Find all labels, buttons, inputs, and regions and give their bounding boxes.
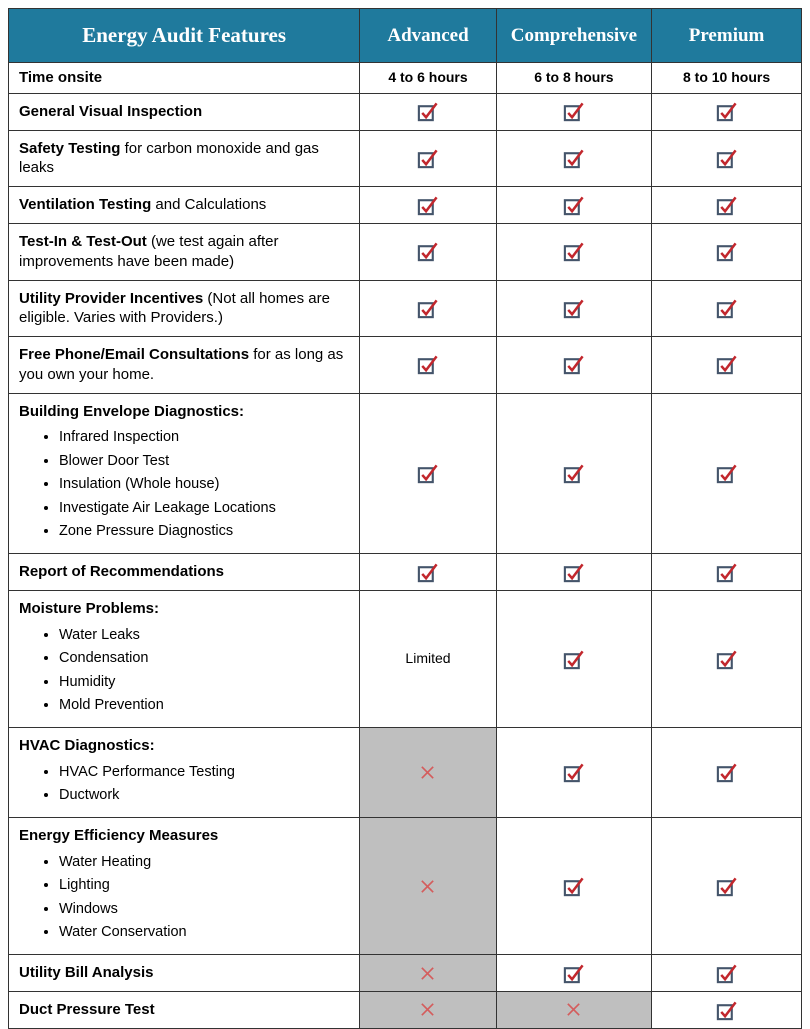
feature-cell-time-onsite: [9, 63, 360, 94]
table-row-utility-bill-analysis: [9, 955, 802, 992]
table-row-building-envelope-diagnostics: [9, 393, 802, 554]
feature-label-bold: Utility Bill Analysis: [19, 964, 154, 982]
table-row-test-in-test-out: [9, 223, 802, 280]
bullet-item: • Ductwork: [59, 784, 349, 808]
checked-checkbox-icon: [416, 462, 439, 485]
feature-bullet-list: [19, 760, 349, 807]
feature-label-bold: HVAC Diagnostics:: [19, 737, 155, 755]
header-plan-advanced: Advanced: [360, 9, 496, 63]
table-row-duct-pressure-test: [9, 992, 802, 1029]
bullet-item: • Mold Prevention: [59, 694, 349, 718]
checked-checkbox-icon: [562, 962, 585, 985]
table-row-energy-efficiency-measures: [9, 818, 802, 955]
table-row-safety-testing: [9, 130, 802, 187]
plan-cell-comprehensive-moisture-problems: [496, 591, 651, 728]
feature-label-rest: for as long as you own your home.: [19, 346, 344, 383]
feature-label-bold: Duct Pressure Test: [19, 1001, 155, 1019]
bullet-item: • Infrared Inspection: [59, 426, 349, 450]
plan-cell-comprehensive-energy-efficiency-measures: [496, 818, 651, 955]
checked-checkbox-icon: [715, 100, 738, 123]
feature-cell-report-of-recommendations: [9, 554, 360, 591]
table-row-general-visual-inspection: [9, 93, 802, 130]
checked-checkbox-icon: [715, 462, 738, 485]
feature-label-bold: Report of Recommendations: [19, 563, 225, 581]
table-row-hvac-diagnostics: [9, 728, 802, 818]
feature-label-bold: Ventilation Testing: [19, 196, 152, 214]
feature-bullet-list: [19, 426, 349, 544]
table-row-time-onsite: [9, 63, 802, 94]
plan-cell-comprehensive-building-envelope-diagnostics: [496, 393, 651, 554]
checked-checkbox-icon: [416, 100, 439, 123]
checked-checkbox-icon: [562, 194, 585, 217]
checked-checkbox-icon: [715, 875, 738, 898]
checked-checkbox-icon: [715, 561, 738, 584]
checked-checkbox-icon: [715, 999, 738, 1022]
table-row-ventilation-testing: [9, 187, 802, 224]
bullet-item: • Insulation (Whole house): [59, 473, 349, 497]
checked-checkbox-icon: [416, 194, 439, 217]
energy-audit-comparison-table: [8, 8, 802, 1029]
checked-checkbox-icon: [562, 353, 585, 376]
bullet-item: • Condensation: [59, 647, 349, 671]
plan-cell-comprehensive-ventilation-testing: [496, 187, 651, 224]
x-mark-icon: [419, 965, 436, 982]
plan-cell-comprehensive-duct-pressure-test: [496, 992, 651, 1029]
feature-cell-utility-provider-incentives: [9, 280, 360, 337]
feature-label-bold: Utility Provider Incentives: [19, 289, 204, 307]
feature-cell-duct-pressure-test: [9, 992, 360, 1029]
cell-text: 4 to 6 hours: [388, 68, 468, 85]
table-row-moisture-problems: [9, 591, 802, 728]
feature-label-bold: Test-In & Test-Out: [19, 232, 147, 250]
feature-label-bold: Energy Efficiency Measures: [19, 827, 219, 845]
plan-cell-premium-report-of-recommendations: [652, 554, 802, 591]
plan-cell-advanced-hvac-diagnostics: [360, 728, 496, 818]
feature-cell-moisture-problems: [9, 591, 360, 728]
x-mark-icon: [419, 764, 436, 781]
feature-label-bold: Safety Testing: [19, 139, 121, 157]
feature-label-rest: for carbon monoxide and gas leaks: [19, 139, 319, 177]
bullet-item: • Blower Door Test: [59, 449, 349, 473]
header-row: [9, 9, 802, 63]
feature-label-rest: (Not all homes are eligible. Varies with Providers.): [19, 289, 330, 327]
feature-cell-test-in-test-out: [9, 223, 360, 280]
plan-cell-comprehensive-test-in-test-out: [496, 223, 651, 280]
cell-text: 8 to 10 hours: [682, 68, 771, 85]
feature-label-bold: Building Envelope Diagnostics:: [19, 402, 245, 420]
checked-checkbox-icon: [562, 761, 585, 784]
checked-checkbox-icon: [562, 462, 585, 485]
bullet-item: • Lighting: [59, 874, 349, 898]
plan-cell-advanced-safety-testing: [360, 130, 496, 187]
feature-label-bold: General Visual Inspection: [19, 102, 203, 120]
plan-cell-advanced-utility-provider-incentives: [360, 280, 496, 337]
bullet-item: • Water Leaks: [59, 623, 349, 647]
bullet-item: • Water Conservation: [59, 921, 349, 945]
checked-checkbox-icon: [562, 240, 585, 263]
checked-checkbox-icon: [562, 561, 585, 584]
bullet-item: • Humidity: [59, 670, 349, 694]
plan-cell-advanced-general-visual-inspection: [360, 93, 496, 130]
plan-cell-premium-hvac-diagnostics: [652, 728, 802, 818]
plan-cell-premium-utility-bill-analysis: [652, 955, 802, 992]
feature-cell-free-phone-email-consultations: [9, 337, 360, 394]
plan-cell-comprehensive-utility-provider-incentives: [496, 280, 651, 337]
feature-bullet-list: [19, 623, 349, 717]
plan-cell-advanced-duct-pressure-test: [360, 992, 496, 1029]
plan-cell-premium-moisture-problems: [652, 591, 802, 728]
feature-label-bold: Free Phone/Email Consultations: [19, 346, 250, 364]
feature-label-bold: Moisture Problems:: [19, 600, 160, 618]
feature-cell-building-envelope-diagnostics: [9, 393, 360, 554]
plan-cell-advanced-time-onsite: [360, 63, 496, 94]
checked-checkbox-icon: [562, 297, 585, 320]
plan-cell-advanced-energy-efficiency-measures: [360, 818, 496, 955]
bullet-item: • Water Heating: [59, 850, 349, 874]
bullet-item: • Windows: [59, 897, 349, 921]
table-header: [9, 9, 802, 63]
plan-cell-comprehensive-time-onsite: [496, 63, 651, 94]
table-row-utility-provider-incentives: [9, 280, 802, 337]
plan-cell-premium-general-visual-inspection: [652, 93, 802, 130]
checked-checkbox-icon: [562, 147, 585, 170]
plan-cell-premium-test-in-test-out: [652, 223, 802, 280]
x-mark-icon: [419, 878, 436, 895]
x-mark-icon: [419, 1001, 436, 1018]
plan-cell-advanced-free-phone-email-consultations: [360, 337, 496, 394]
plan-cell-comprehensive-safety-testing: [496, 130, 651, 187]
feature-label-rest: and Calculations: [151, 196, 267, 214]
checked-checkbox-icon: [416, 240, 439, 263]
table-body: [9, 63, 802, 1029]
plan-cell-comprehensive-free-phone-email-consultations: [496, 337, 651, 394]
feature-cell-general-visual-inspection: [9, 93, 360, 130]
plan-cell-premium-utility-provider-incentives: [652, 280, 802, 337]
plan-cell-premium-safety-testing: [652, 130, 802, 187]
table-row-report-of-recommendations: [9, 554, 802, 591]
header-feature-title: Energy Audit Features: [9, 9, 360, 63]
plan-cell-comprehensive-report-of-recommendations: [496, 554, 651, 591]
checked-checkbox-icon: [562, 100, 585, 123]
checked-checkbox-icon: [562, 875, 585, 898]
checked-checkbox-icon: [562, 648, 585, 671]
plan-cell-premium-time-onsite: [652, 63, 802, 94]
plan-cell-advanced-moisture-problems: [360, 591, 496, 728]
cell-text: 6 to 8 hours: [534, 68, 614, 85]
plan-cell-premium-building-envelope-diagnostics: [652, 393, 802, 554]
feature-label-bold: Time onsite: [19, 69, 103, 86]
feature-bullet-list: [19, 850, 349, 944]
checked-checkbox-icon: [715, 761, 738, 784]
checked-checkbox-icon: [715, 648, 738, 671]
plan-cell-comprehensive-hvac-diagnostics: [496, 728, 651, 818]
plan-cell-premium-energy-efficiency-measures: [652, 818, 802, 955]
feature-cell-ventilation-testing: [9, 187, 360, 224]
checked-checkbox-icon: [416, 297, 439, 320]
bullet-item: • Investigate Air Leakage Locations: [59, 496, 349, 520]
checked-checkbox-icon: [715, 147, 738, 170]
table-row-free-phone-email-consultations: [9, 337, 802, 394]
checked-checkbox-icon: [416, 561, 439, 584]
feature-label-rest: (we test again after improvements have been made): [19, 232, 279, 270]
checked-checkbox-icon: [416, 353, 439, 376]
plan-cell-premium-duct-pressure-test: [652, 992, 802, 1029]
plan-cell-premium-ventilation-testing: [652, 187, 802, 224]
plan-cell-advanced-utility-bill-analysis: [360, 955, 496, 992]
cell-text: Limited: [405, 650, 451, 667]
plan-cell-advanced-report-of-recommendations: [360, 554, 496, 591]
bullet-item: • HVAC Performance Testing: [59, 760, 349, 784]
plan-cell-advanced-building-envelope-diagnostics: [360, 393, 496, 554]
checked-checkbox-icon: [416, 147, 439, 170]
header-plan-premium: Premium: [652, 9, 802, 63]
checked-checkbox-icon: [715, 240, 738, 263]
feature-cell-utility-bill-analysis: [9, 955, 360, 992]
plan-cell-comprehensive-utility-bill-analysis: [496, 955, 651, 992]
header-plan-comprehensive: Comprehensive: [496, 9, 651, 63]
feature-cell-energy-efficiency-measures: [9, 818, 360, 955]
plan-cell-advanced-test-in-test-out: [360, 223, 496, 280]
plan-cell-premium-free-phone-email-consultations: [652, 337, 802, 394]
feature-cell-safety-testing: [9, 130, 360, 187]
x-mark-icon: [565, 1001, 582, 1018]
checked-checkbox-icon: [715, 962, 738, 985]
plan-cell-comprehensive-general-visual-inspection: [496, 93, 651, 130]
checked-checkbox-icon: [715, 297, 738, 320]
checked-checkbox-icon: [715, 353, 738, 376]
bullet-item: • Zone Pressure Diagnostics: [59, 520, 349, 544]
checked-checkbox-icon: [715, 194, 738, 217]
plan-cell-advanced-ventilation-testing: [360, 187, 496, 224]
feature-cell-hvac-diagnostics: [9, 728, 360, 818]
